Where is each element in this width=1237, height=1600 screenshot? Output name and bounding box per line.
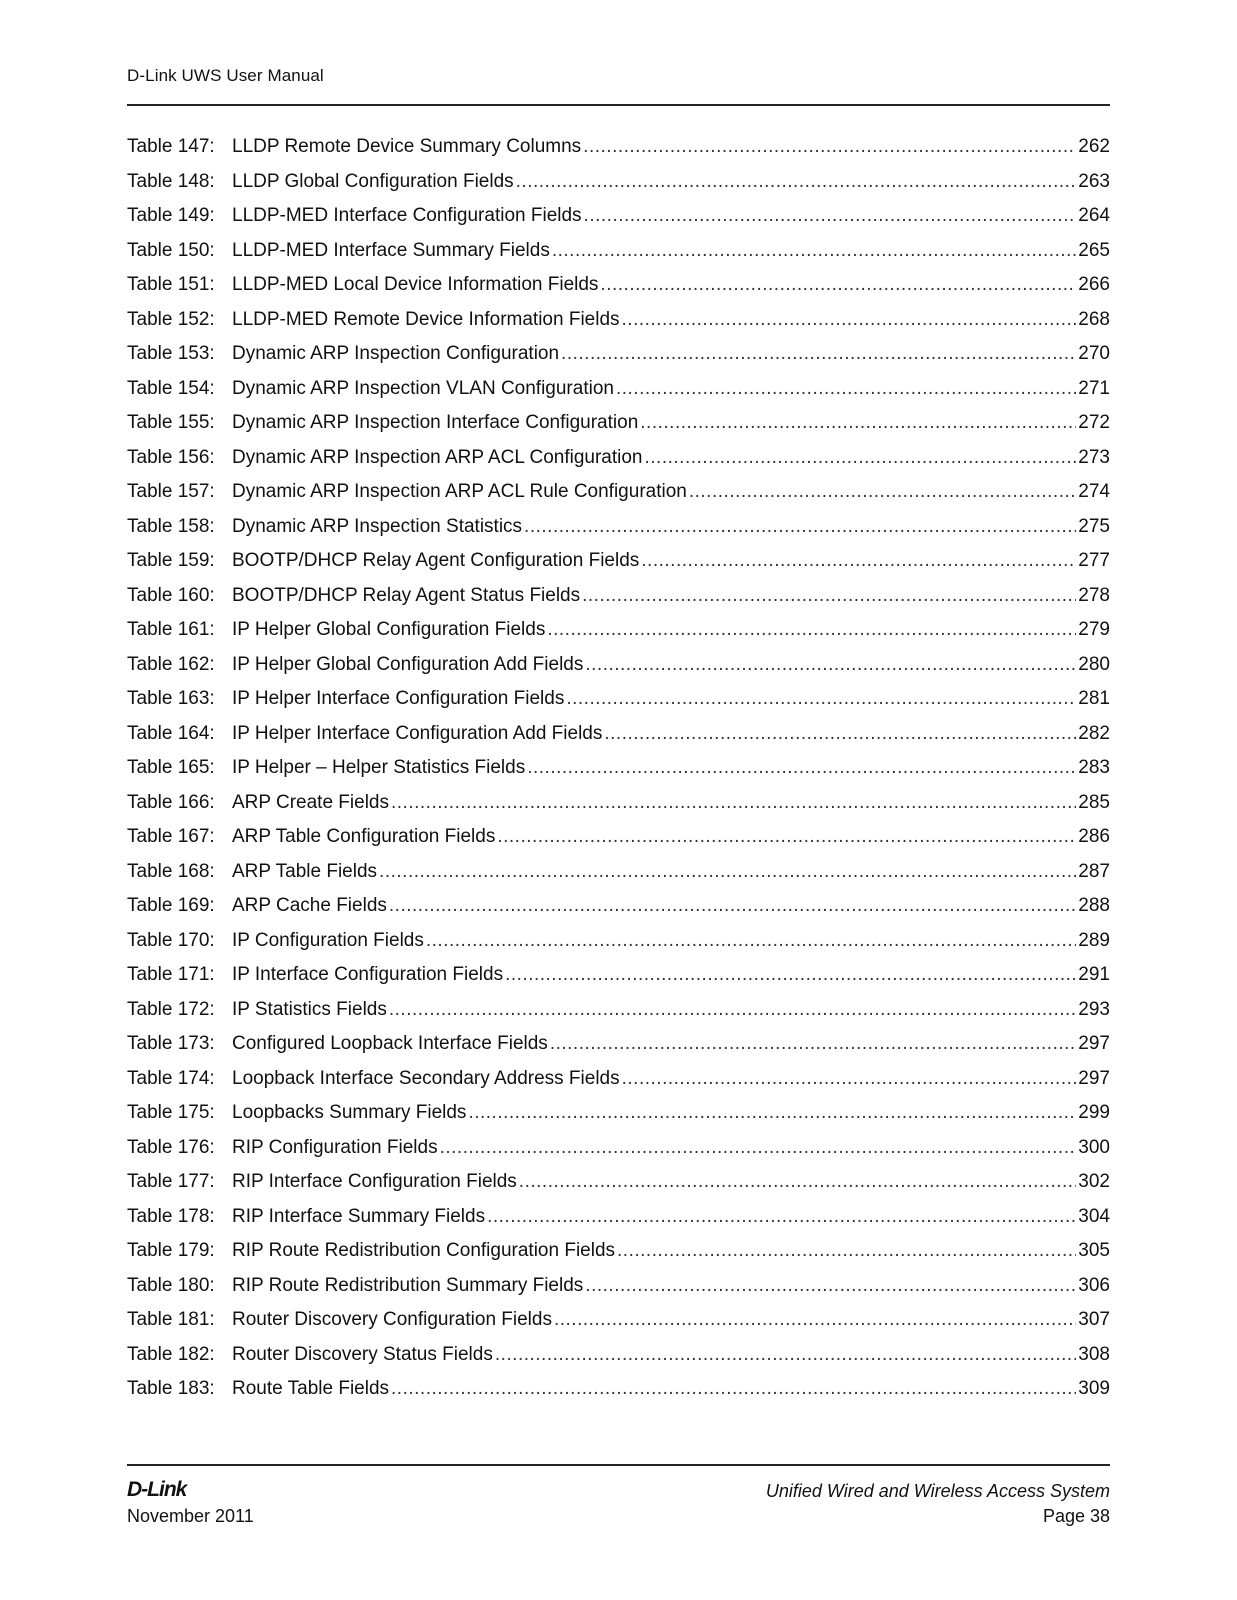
toc-entry[interactable] [127, 1240, 1110, 1275]
toc-entry[interactable] [127, 895, 1110, 930]
toc-entry-title: Loopbacks Summary Fields [232, 1102, 467, 1123]
toc-entry-title: Dynamic ARP Inspection Configuration [232, 343, 560, 364]
toc-entry-title: LLDP-MED Interface Summary Fields [232, 239, 550, 261]
toc-entry-label: Table 157: [127, 481, 215, 502]
toc-entry-label: Table 166: [127, 791, 215, 813]
toc-entry-page: 299 [1078, 1102, 1110, 1123]
toc-entry-label: Table 152: [127, 308, 215, 330]
toc-entry[interactable] [127, 1309, 1110, 1344]
toc-entry-title: Configured Loopback Interface Fields [232, 1033, 548, 1054]
toc-entry-title: ARP Create Fields [232, 791, 389, 813]
toc-entry[interactable] [127, 930, 1110, 965]
toc-dot-leader [391, 792, 1076, 814]
toc-entry-label: Table 164: [127, 722, 215, 744]
toc-entry-page: 273 [1078, 446, 1110, 468]
toc-entry-label: Table 179: [127, 1240, 215, 1261]
toc-entry[interactable] [127, 999, 1110, 1034]
toc-entry-page: 283 [1078, 757, 1110, 778]
toc-entry-page: 287 [1078, 860, 1110, 882]
toc-dot-leader [547, 619, 1076, 641]
toc-entry-label: Table 175: [127, 1102, 215, 1123]
toc-entry-title: IP Helper Interface Configuration Fields [232, 688, 565, 709]
toc-entry-label: Table 169: [127, 895, 215, 916]
toc-entry-page: 302 [1078, 1171, 1110, 1192]
toc-dot-leader [554, 1309, 1076, 1331]
toc-entry[interactable] [127, 550, 1110, 585]
toc-entry-title: RIP Route Redistribution Summary Fields [232, 1274, 584, 1296]
toc-entry[interactable] [127, 723, 1110, 758]
toc-entry-label: Table 147: [127, 136, 215, 157]
toc-entry-label: Table 151: [127, 274, 215, 295]
toc-entry[interactable] [127, 619, 1110, 654]
toc-entry-page: 275 [1078, 515, 1110, 537]
dlink-logo: D-Link [127, 1478, 187, 1501]
toc-entry-title: LLDP-MED Interface Configuration Fields [232, 205, 582, 226]
toc-dot-leader [391, 1378, 1076, 1400]
toc-dot-leader [616, 378, 1076, 400]
toc-entry-label: Table 183: [127, 1378, 215, 1399]
toc-entry-page: 289 [1078, 929, 1110, 951]
toc-entry-title: BOOTP/DHCP Relay Agent Status Fields [232, 584, 581, 606]
toc-entry-title: Loopback Interface Secondary Address Fields [232, 1067, 620, 1089]
toc-entry-title: IP Statistics Fields [232, 998, 387, 1020]
toc-entry-page: 263 [1078, 170, 1110, 192]
toc-entry-label: Table 148: [127, 170, 215, 192]
toc-entry-label: Table 156: [127, 446, 215, 468]
toc-dot-leader [622, 1068, 1077, 1090]
toc-dot-leader [604, 723, 1076, 745]
toc-dot-leader [645, 447, 1077, 469]
header-divider [127, 104, 1110, 106]
toc-entry-title: ARP Cache Fields [232, 895, 387, 916]
toc-entry[interactable] [127, 1378, 1110, 1413]
toc-entry[interactable] [127, 136, 1110, 171]
toc-entry-title: RIP Configuration Fields [232, 1136, 438, 1158]
toc-entry[interactable] [127, 412, 1110, 447]
toc-entry-page: 280 [1078, 653, 1110, 675]
toc-entry-label: Table 170: [127, 929, 215, 951]
toc-entry-label: Table 159: [127, 550, 215, 571]
list-of-tables [127, 136, 1110, 1413]
toc-entry[interactable] [127, 964, 1110, 999]
toc-entry[interactable] [127, 1344, 1110, 1379]
toc-dot-leader [389, 999, 1076, 1021]
toc-entry-label: Table 153: [127, 343, 215, 364]
toc-entry-label: Table 174: [127, 1067, 215, 1089]
toc-entry-title: Dynamic ARP Inspection VLAN Configuration [232, 377, 614, 399]
toc-entry-page: 308 [1078, 1343, 1110, 1365]
toc-dot-leader [519, 1171, 1077, 1193]
toc-dot-leader [561, 343, 1076, 365]
toc-dot-leader [583, 136, 1076, 158]
toc-entry[interactable] [127, 447, 1110, 482]
toc-entry-page: 262 [1078, 136, 1110, 157]
toc-entry-title: IP Helper Interface Configuration Add Fields [232, 722, 603, 744]
toc-entry[interactable] [127, 205, 1110, 240]
toc-entry-label: Table 173: [127, 1033, 215, 1054]
footer-date: November 2011 [127, 1506, 254, 1526]
toc-dot-leader [527, 757, 1076, 779]
toc-entry-title: RIP Route Redistribution Configuration Fields [232, 1240, 616, 1261]
toc-entry[interactable] [127, 171, 1110, 206]
toc-entry-page: 264 [1078, 205, 1110, 226]
toc-entry-page: 265 [1078, 239, 1110, 261]
toc-entry-title: Dynamic ARP Inspection ARP ACL Configuration [232, 446, 643, 468]
toc-dot-leader [585, 654, 1076, 676]
toc-entry-label: Table 180: [127, 1274, 215, 1296]
toc-entry[interactable] [127, 343, 1110, 378]
toc-entry-label: Table 176: [127, 1136, 215, 1158]
toc-entry[interactable] [127, 1033, 1110, 1068]
toc-entry-title: Router Discovery Status Fields [232, 1343, 493, 1365]
toc-entry-title: ARP Table Fields [232, 860, 378, 882]
toc-dot-leader [426, 930, 1076, 952]
toc-entry[interactable] [127, 826, 1110, 861]
toc-entry-page: 281 [1078, 688, 1110, 709]
running-header-title: D-Link UWS User Manual [127, 66, 324, 85]
toc-entry-page: 270 [1078, 343, 1110, 364]
toc-entry[interactable] [127, 309, 1110, 344]
toc-dot-leader [584, 205, 1077, 227]
toc-entry-page: 285 [1078, 791, 1110, 813]
toc-entry-page: 309 [1078, 1378, 1110, 1399]
toc-entry-page: 277 [1078, 550, 1110, 571]
toc-entry[interactable] [127, 1068, 1110, 1103]
toc-entry-page: 268 [1078, 308, 1110, 330]
toc-entry-page: 297 [1078, 1067, 1110, 1089]
toc-entry-title: IP Helper – Helper Statistics Fields [232, 757, 526, 778]
toc-dot-leader [600, 274, 1076, 296]
toc-dot-leader [552, 240, 1076, 262]
toc-entry-title: Router Discovery Configuration Fields [232, 1309, 552, 1330]
footer-product-name: Unified Wired and Wireless Access System [765, 1481, 1110, 1501]
toc-entry-page: 286 [1078, 826, 1110, 847]
toc-dot-leader [550, 1033, 1076, 1055]
footer-divider [127, 1464, 1110, 1466]
toc-entry-label: Table 172: [127, 998, 215, 1020]
toc-dot-leader [622, 309, 1077, 331]
page-number: Page 38 [1042, 1506, 1110, 1526]
toc-entry-page: 305 [1078, 1240, 1110, 1261]
toc-entry-label: Table 160: [127, 584, 215, 606]
toc-entry-label: Table 177: [127, 1171, 215, 1192]
toc-entry-title: ARP Table Configuration Fields [232, 826, 496, 847]
toc-entry-label: Table 167: [127, 826, 215, 847]
toc-dot-leader [487, 1206, 1076, 1228]
toc-entry-page: 300 [1078, 1136, 1110, 1158]
toc-entry[interactable] [127, 1206, 1110, 1241]
toc-entry[interactable] [127, 861, 1110, 896]
toc-entry-page: 274 [1078, 481, 1110, 502]
toc-entry-page: 288 [1078, 895, 1110, 916]
toc-entry[interactable] [127, 585, 1110, 620]
toc-dot-leader [582, 585, 1076, 607]
toc-entry-title: LLDP Remote Device Summary Columns [232, 136, 582, 157]
toc-dot-leader [566, 688, 1076, 710]
toc-entry[interactable] [127, 654, 1110, 689]
toc-entry-label: Table 168: [127, 860, 215, 882]
toc-dot-leader [516, 171, 1077, 193]
toc-entry[interactable] [127, 757, 1110, 792]
toc-entry[interactable] [127, 688, 1110, 723]
toc-dot-leader [497, 826, 1076, 848]
toc-entry-label: Table 178: [127, 1205, 215, 1227]
toc-entry-label: Table 162: [127, 653, 215, 675]
toc-entry[interactable] [127, 1275, 1110, 1310]
toc-entry-title: IP Interface Configuration Fields [232, 964, 504, 985]
toc-entry-title: RIP Interface Summary Fields [232, 1205, 486, 1227]
toc-entry-title: LLDP Global Configuration Fields [232, 170, 514, 192]
toc-dot-leader [495, 1344, 1076, 1366]
toc-entry-label: Table 182: [127, 1343, 215, 1365]
toc-entry[interactable] [127, 516, 1110, 551]
toc-entry-title: Route Table Fields [232, 1378, 390, 1399]
toc-entry-title: RIP Interface Configuration Fields [232, 1171, 517, 1192]
toc-entry-title: BOOTP/DHCP Relay Agent Configuration Fields [232, 550, 640, 571]
toc-dot-leader [505, 964, 1076, 986]
toc-entry-label: Table 181: [127, 1309, 215, 1330]
toc-entry-page: 271 [1078, 377, 1110, 399]
toc-entry-label: Table 165: [127, 757, 215, 778]
toc-entry-page: 306 [1078, 1274, 1110, 1296]
toc-entry-page: 279 [1078, 619, 1110, 640]
toc-entry[interactable] [127, 378, 1110, 413]
toc-entry-page: 297 [1078, 1033, 1110, 1054]
toc-dot-leader [440, 1137, 1077, 1159]
toc-entry-label: Table 150: [127, 239, 215, 261]
toc-entry-page: 291 [1078, 964, 1110, 985]
toc-entry-title: LLDP-MED Remote Device Information Fields [232, 308, 620, 330]
toc-dot-leader [389, 895, 1076, 917]
toc-entry-title: IP Helper Global Configuration Add Fields [232, 653, 584, 675]
toc-entry-page: 282 [1078, 722, 1110, 744]
toc-entry[interactable] [127, 1137, 1110, 1172]
toc-entry-title: IP Configuration Fields [232, 929, 424, 951]
toc-dot-leader [524, 516, 1076, 538]
toc-dot-leader [585, 1275, 1076, 1297]
toc-entry-page: 278 [1078, 584, 1110, 606]
toc-dot-leader [468, 1102, 1076, 1124]
toc-entry[interactable] [127, 1171, 1110, 1206]
toc-entry-label: Table 149: [127, 205, 215, 226]
toc-entry-label: Table 155: [127, 412, 215, 433]
toc-entry[interactable] [127, 274, 1110, 309]
toc-entry-label: Table 161: [127, 619, 215, 640]
toc-dot-leader [617, 1240, 1076, 1262]
toc-entry-title: LLDP-MED Local Device Information Fields [232, 274, 599, 295]
toc-entry[interactable] [127, 792, 1110, 827]
toc-entry-page: 272 [1078, 412, 1110, 433]
toc-entry-title: Dynamic ARP Inspection Statistics [232, 515, 523, 537]
toc-entry-title: IP Helper Global Configuration Fields [232, 619, 546, 640]
toc-dot-leader [379, 861, 1076, 883]
toc-entry-label: Table 154: [127, 377, 215, 399]
toc-entry-page: 304 [1078, 1205, 1110, 1227]
toc-dot-leader [641, 550, 1076, 572]
toc-entry-title: Dynamic ARP Inspection Interface Configuration [232, 412, 639, 433]
toc-dot-leader [689, 481, 1076, 503]
toc-entry[interactable] [127, 481, 1110, 516]
toc-entry-label: Table 171: [127, 964, 215, 985]
toc-dot-leader [640, 412, 1076, 434]
toc-entry[interactable] [127, 1102, 1110, 1137]
toc-entry-page: 266 [1078, 274, 1110, 295]
toc-entry-title: Dynamic ARP Inspection ARP ACL Rule Configuration [232, 481, 687, 502]
toc-entry-label: Table 158: [127, 515, 215, 537]
toc-entry-page: 307 [1078, 1309, 1110, 1330]
toc-entry-page: 293 [1078, 998, 1110, 1020]
toc-entry[interactable] [127, 240, 1110, 275]
toc-entry-label: Table 163: [127, 688, 215, 709]
